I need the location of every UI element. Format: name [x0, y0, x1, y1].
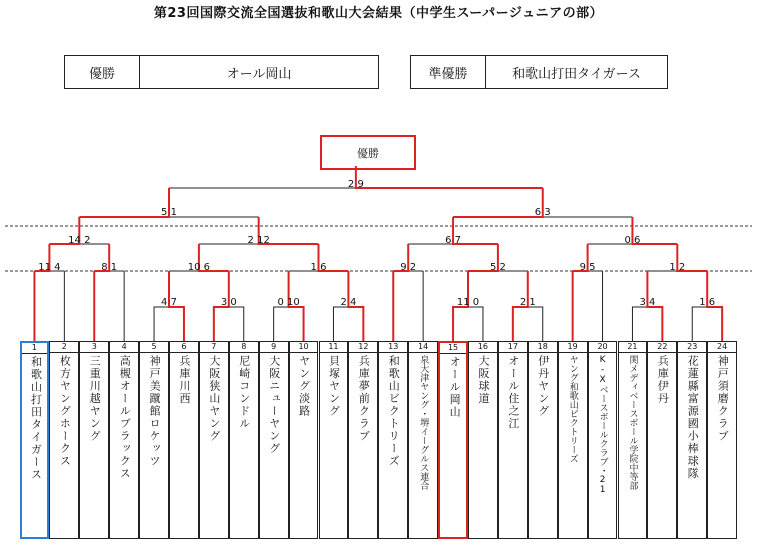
- score-final: 2 9: [347, 179, 364, 190]
- team-name: 神戸須磨クラブ: [716, 355, 730, 443]
- score-r32-3: 0 10: [277, 297, 300, 308]
- team-name: 泉大津ヤング・堺イーグルス連合: [418, 355, 429, 490]
- score-qf4: 0 6: [624, 235, 641, 246]
- team-name: 兵庫伊丹: [656, 355, 670, 405]
- team-name: ヤング和歌山ビクトリーズ: [567, 355, 578, 463]
- team-column: [677, 341, 707, 539]
- team-column: [259, 341, 289, 539]
- team-column: [169, 341, 199, 539]
- team-number: 11: [320, 342, 348, 353]
- winner-label: 優勝: [65, 56, 140, 88]
- team-name: 尼崎コンドル: [237, 355, 251, 430]
- score-r32-1: 4 7: [161, 297, 177, 308]
- team-number: 15: [440, 343, 466, 354]
- team-number: 18: [529, 342, 557, 353]
- team-column: [408, 341, 438, 539]
- team-name: 高槻オールブラックス: [118, 355, 132, 480]
- team-name: 伊丹ヤング: [536, 355, 550, 418]
- score-sf-left: 5 1: [161, 207, 177, 218]
- team-column: [498, 341, 528, 539]
- team-column: [49, 341, 79, 539]
- team-name: 大阪球道: [477, 355, 490, 405]
- team-number: 14: [409, 342, 437, 353]
- team-column: [79, 341, 109, 539]
- team-number: 4: [110, 342, 138, 353]
- team-column: [229, 341, 259, 539]
- team-name: K-Xベースボールクラブ・21: [597, 355, 608, 495]
- team-name: 花蓮縣富源國小棒球隊: [686, 355, 700, 480]
- team-column: [647, 341, 677, 539]
- score-qf1: 14 2: [68, 235, 91, 246]
- runner-up-name: 和歌山打田タイガース: [512, 66, 641, 82]
- team-column: [199, 341, 229, 539]
- score-r32-7: 3 4: [639, 297, 656, 308]
- team-number: 17: [499, 342, 527, 353]
- team-name: 和歌山ビクトリーズ: [387, 355, 401, 468]
- team-number: 21: [619, 342, 647, 353]
- team-number: 23: [678, 342, 706, 353]
- score-r32-6: 2 1: [519, 297, 536, 308]
- team-column: [109, 341, 139, 539]
- team-number: 20: [589, 342, 617, 353]
- score-r32-2: 3 0: [220, 297, 237, 308]
- team-number: 10: [290, 342, 318, 353]
- score-r32-5: 11 0: [456, 297, 480, 308]
- team-column: [378, 341, 408, 539]
- score-r32-8: 1 6: [699, 297, 716, 308]
- score-qf2: 2 12: [247, 235, 270, 246]
- score-r16-2: 8 1: [101, 262, 118, 273]
- team-number: 19: [559, 342, 587, 353]
- team-name: ヤング淡路: [297, 355, 311, 418]
- team-column: [348, 341, 378, 539]
- team-name: 大阪ニューヤング: [267, 355, 281, 455]
- score-r16-3: 10 6: [187, 262, 211, 273]
- runner-up-label: 準優勝: [411, 56, 486, 88]
- team-column: [618, 341, 648, 539]
- score-sf-right: 6 3: [534, 207, 551, 218]
- team-number: 1: [22, 343, 48, 354]
- team-number: 7: [200, 342, 228, 353]
- team-number: 3: [80, 342, 108, 353]
- score-r16-4: 1 6: [310, 262, 327, 273]
- team-column: [20, 341, 50, 539]
- team-column: [289, 341, 319, 539]
- score-r16-6: 5 2: [489, 262, 506, 273]
- team-name: 兵庫夢前クラブ: [357, 355, 371, 443]
- team-name: 大阪狭山ヤング: [207, 355, 221, 443]
- team-name: 兵庫川西: [178, 355, 191, 405]
- winner-name: オール岡山: [226, 66, 292, 82]
- score-r16-5: 9 2: [400, 262, 417, 273]
- team-name: 関メディベースボール学院中等部: [627, 355, 638, 490]
- team-name: 神戸美蹴館ロケッツ: [148, 355, 162, 468]
- page-title: 第23回国際交流全国選抜和歌山大会結果（中学生スーパージュニアの部）: [153, 6, 604, 21]
- score-qf3: 6 7: [445, 235, 461, 246]
- team-name: オール岡山: [448, 356, 462, 419]
- team-column: [707, 341, 737, 539]
- team-column: [139, 341, 169, 539]
- team-column: [319, 341, 349, 539]
- team-name: 貝塚ヤング: [327, 355, 341, 418]
- score-r16-7: 9 5: [579, 262, 596, 273]
- team-number: 6: [170, 342, 198, 353]
- score-r32-4: 2 4: [340, 297, 357, 308]
- team-name: 和歌山打田タイガース: [29, 356, 43, 481]
- team-number: 13: [379, 342, 407, 353]
- team-name: 枚方ヤングホークス: [58, 355, 72, 468]
- team-number: 24: [708, 342, 736, 353]
- team-column: [588, 341, 618, 539]
- score-r16-1: 11 4: [38, 262, 61, 273]
- score-r16-8: 1 2: [669, 262, 686, 273]
- team-number: 8: [230, 342, 258, 353]
- team-number: 9: [260, 342, 288, 353]
- team-number: 16: [469, 342, 497, 353]
- team-column: [438, 341, 468, 539]
- champion-box: 優勝: [320, 135, 416, 170]
- team-number: 12: [349, 342, 377, 353]
- team-number: 2: [50, 342, 78, 353]
- team-number: 22: [648, 342, 676, 353]
- team-name: 三重川越ヤング: [88, 355, 102, 443]
- team-number: 5: [140, 342, 168, 353]
- team-column: [468, 341, 498, 539]
- team-column: [528, 341, 558, 539]
- team-column: [558, 341, 588, 539]
- team-name: オール住之江: [506, 355, 520, 430]
